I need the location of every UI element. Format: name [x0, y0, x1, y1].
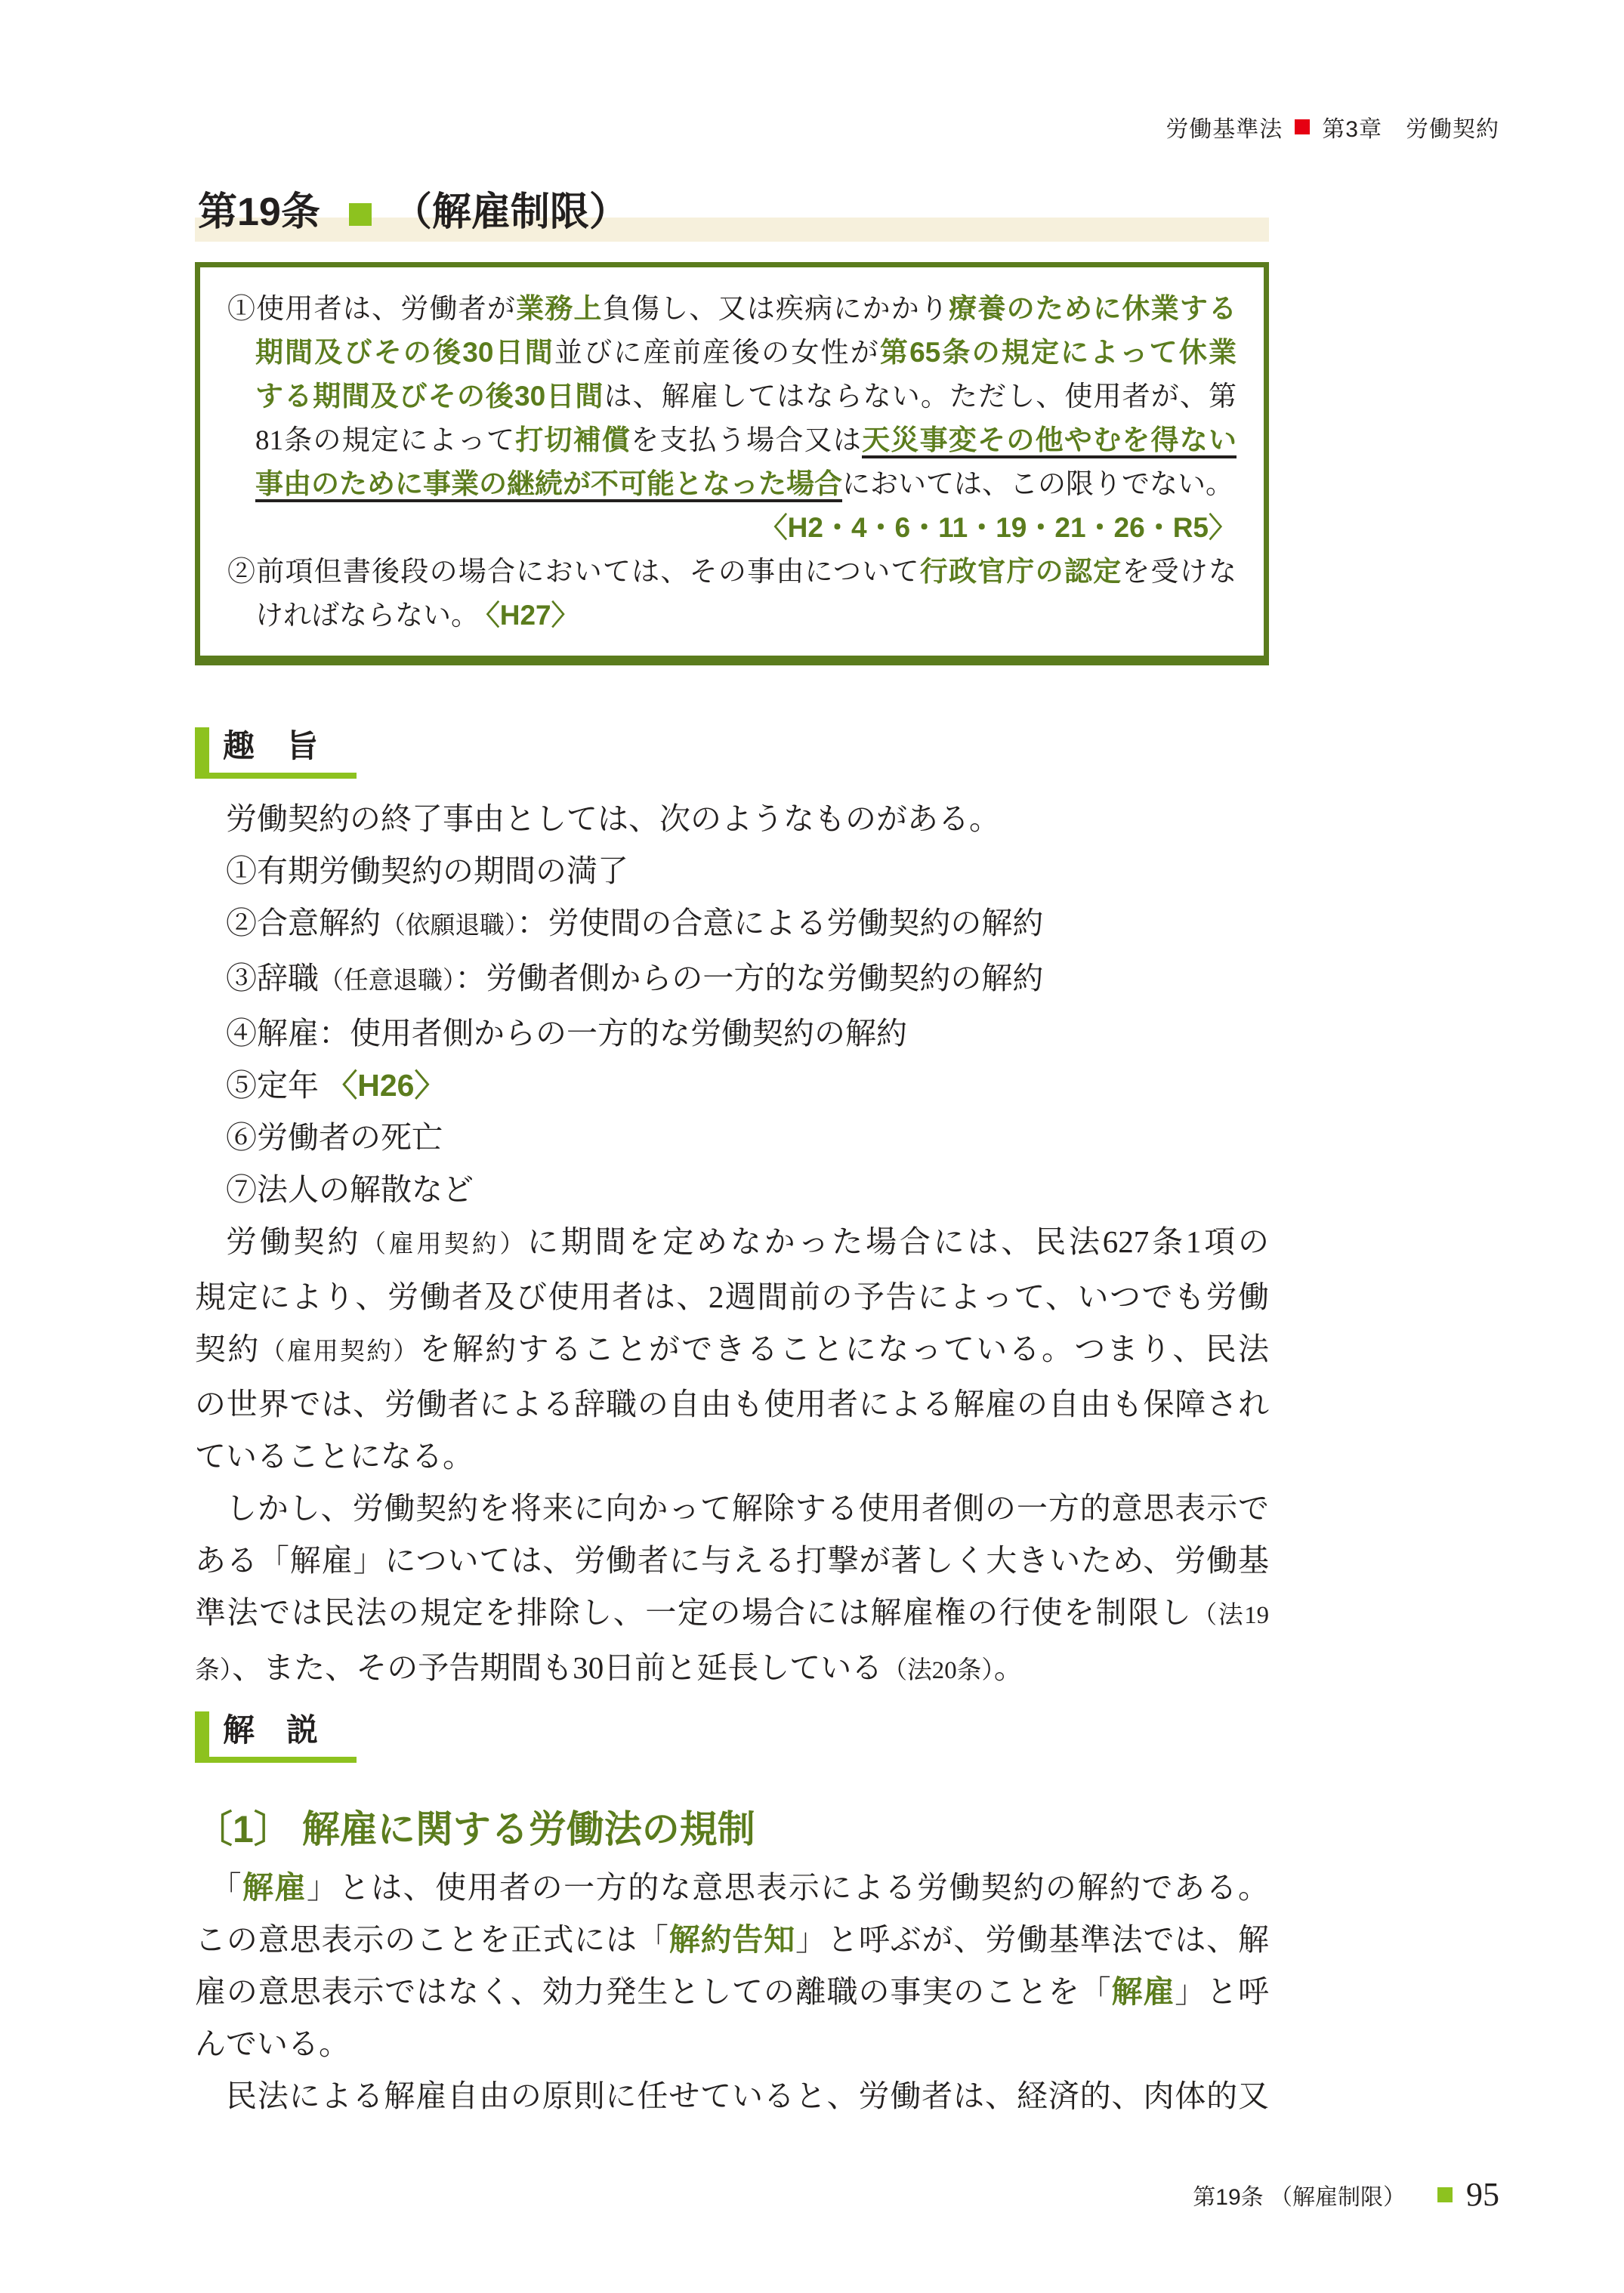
text-segment: 雇の意思表示ではなく、効力発生としての離職の事実のことを「 [195, 1974, 1112, 2009]
text-line [255, 375, 1237, 418]
text-segment: ①有期労働契約の期間の満了 [226, 853, 628, 888]
text-segment: 」と呼 [1175, 1974, 1269, 2009]
text-segment: 労働契約 [226, 1224, 362, 1259]
text-segment: （依願退職） [381, 912, 517, 940]
text-segment: （任意退職） [319, 968, 455, 995]
text-segment: 」とは、使用者の一方的な意思表示による労働契約の解約である。 [307, 1870, 1269, 1905]
text-line [195, 1271, 1269, 1323]
text-segment: 民法による解雇自由の原則に任せていると、労働者は、経済的、肉体的又 [226, 2079, 1269, 2113]
article-number: 第19条 [198, 190, 320, 234]
text-segment: 81条の規定によって [255, 425, 516, 456]
text-segment: は、解雇してはならない。ただし、使用者が、第 [604, 381, 1237, 412]
text-segment: 〈H27〉 [486, 600, 579, 631]
text-line [255, 462, 1237, 506]
text-line [195, 1535, 1269, 1587]
text-segment: ②前項但書後段の場合においては、その事由について [227, 557, 920, 588]
header-law-title: 労働基準法 [1166, 117, 1283, 142]
text-line [195, 1060, 1269, 1112]
shushi-body [195, 793, 1269, 1697]
text-line [195, 1862, 1269, 1914]
text-line [255, 331, 1237, 375]
text-segment: 業務上 [516, 293, 603, 324]
text-line [195, 952, 1269, 1008]
green-square-icon [1437, 2187, 1453, 2202]
text-segment: ⑦法人の解散など [226, 1172, 474, 1207]
text-segment: 第65条の規定によって休業 [879, 337, 1237, 368]
text-segment: （雇用契約） [260, 1338, 420, 1366]
subsection-heading: 〔1〕 解雇に関する労働法の規制 [195, 1808, 755, 1850]
text-line [195, 845, 1269, 897]
text-line [195, 1430, 1269, 1483]
text-segment: 解約告知 [668, 1922, 796, 1957]
law-text-box [195, 262, 1269, 665]
text-segment: 療養のために休業する [949, 293, 1237, 324]
text-line [195, 1642, 1269, 1697]
text-line [195, 1587, 1269, 1642]
text-segment: 準法では民法の規定を排除し、一定の場合には解雇権の行使を制限し [195, 1595, 1193, 1630]
text-line [227, 506, 1237, 550]
text-segment: ：労働者側からの一方的な労働契約の解約 [455, 961, 1044, 995]
text-line [195, 793, 1269, 845]
text-segment: （法20条） [882, 1657, 994, 1684]
text-segment: ある「解雇」については、労働者に与える打撃が著しく大きいため、労働基 [195, 1543, 1269, 1578]
text-segment: 労働契約の終了事由としては、次のようなものがある。 [226, 801, 1000, 836]
article-subject: （解雇制限） [392, 190, 628, 234]
text-segment: の世界では、労働者による辞職の自由も使用者による解雇の自由も保障され [195, 1387, 1269, 1421]
text-segment: ：労使間の合意による労働契約の解約 [517, 906, 1044, 940]
text-line [255, 594, 1237, 637]
text-segment: （法19 [1192, 1602, 1270, 1629]
text-segment: に期間を定めなかった場合には、民法627条1項の [526, 1224, 1270, 1259]
text-segment: この意思表示のことを正式には「 [195, 1922, 669, 1957]
text-line [195, 897, 1269, 952]
text-segment: （雇用契約） [361, 1231, 527, 1258]
text-segment: 期間及びその後30日間 [255, 337, 554, 368]
section-header-kaisetsu [195, 1711, 357, 1763]
text-line [255, 418, 1237, 462]
section-header-kaisetsu-label: 解 説 [223, 1712, 319, 1748]
text-segment: 負傷し、又は疾病にかかり [602, 294, 949, 325]
section-header-shushi [195, 727, 357, 779]
text-segment: 、また、その予告期間も30日前と延長している [232, 1650, 883, 1685]
red-square-icon [1295, 119, 1310, 134]
text-segment: ③辞職 [226, 961, 319, 995]
text-segment: 「 [210, 1870, 243, 1905]
text-segment: ⑤定年 [226, 1068, 319, 1103]
text-line [195, 2018, 1269, 2070]
text-segment: を支払う場合又は [631, 425, 863, 456]
text-segment: 。 [993, 1650, 1025, 1685]
page-footer [1193, 2178, 1499, 2211]
text-line [195, 1112, 1269, 1164]
text-line [195, 2070, 1269, 2122]
text-line [195, 1966, 1269, 2018]
text-segment: 条） [195, 1657, 233, 1684]
text-segment: ①使用者は、労働者が [227, 294, 517, 325]
text-segment: 規定により、労働者及び使用者は、2週間前の予告によって、いつでも労働 [195, 1279, 1269, 1314]
text-line [195, 1378, 1269, 1430]
kaisetsu-body [195, 1862, 1269, 2122]
text-line [195, 1008, 1269, 1060]
text-segment: ければならない。 [255, 600, 479, 631]
text-segment: ②合意解約 [226, 906, 381, 940]
text-segment: する期間及びその後30日間 [255, 381, 604, 412]
text-segment: 」と呼ぶが、労働基準法では、解 [795, 1922, 1270, 1957]
text-segment: ていることになる。 [195, 1439, 474, 1474]
text-segment: を受けな [1122, 557, 1237, 588]
text-segment: しかし、労働契約を将来に向かって解除する使用者側の一方的意思表示で [226, 1491, 1269, 1526]
text-segment: 契約 [195, 1332, 261, 1366]
text-segment: 〈H26〉 [326, 1068, 446, 1103]
text-segment: 天災事変その他やむを得ない [862, 424, 1237, 458]
text-segment: 〈H2・4・6・11・19・21・26・R5〉 [759, 512, 1237, 543]
text-segment: 行政官庁の認定 [919, 556, 1122, 587]
text-segment: 解雇 [242, 1870, 307, 1905]
text-line [195, 1323, 1269, 1378]
section-header-shushi-label: 趣 旨 [223, 728, 319, 764]
text-line [195, 1483, 1269, 1535]
text-segment: 並びに産前産後の女性が [554, 338, 880, 369]
text-line [195, 1216, 1269, 1271]
text-segment: を解約することができることになっている。つまり、民法 [419, 1332, 1270, 1366]
text-segment: においては、この限りでない。 [842, 469, 1233, 500]
page-number: 95 [1466, 2176, 1499, 2213]
text-segment: んでいる。 [195, 2026, 350, 2061]
text-line [227, 287, 1237, 331]
text-segment: 事由のために事業の継続が不可能となった場合 [255, 468, 842, 502]
header-chapter: 第3章 労働契約 [1322, 117, 1499, 142]
text-segment: ④解雇：使用者側からの一方的な労働契約の解約 [226, 1016, 907, 1051]
running-header [1166, 110, 1499, 144]
footer-article-label: 第19条 （解雇制限） [1193, 2185, 1406, 2210]
text-segment: 解雇 [1111, 1974, 1175, 2009]
text-line [195, 1914, 1269, 1966]
green-square-icon [349, 203, 372, 226]
text-segment: ⑥労働者の死亡 [226, 1120, 443, 1155]
text-line [227, 550, 1237, 594]
article-title [198, 190, 628, 234]
text-segment: 打切補償 [515, 424, 631, 455]
text-line [195, 1164, 1269, 1216]
